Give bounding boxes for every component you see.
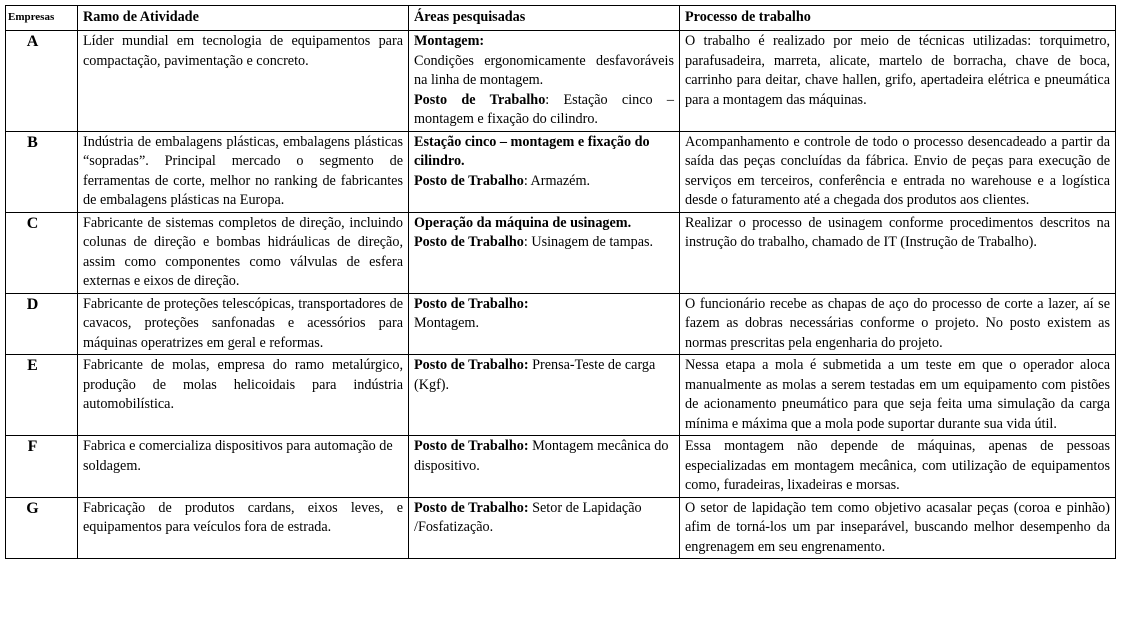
processo-cell: Realizar o processo de usinagem conforme procedimentos descritos na instrução do trabalho, chamado de IT (Instrução de Trabalho).	[680, 212, 1116, 293]
posto-text: Prensa-Teste de carga (Kgf).	[414, 357, 656, 393]
area-bold: Operação da máquina de usinagem.	[414, 214, 632, 231]
posto-text: Montagem mecânica do dispositivo.	[414, 438, 669, 474]
posto-label: Posto de Trabalho	[414, 234, 524, 250]
header-processo: Processo de trabalho	[680, 6, 1116, 31]
processo-cell: Acompanhamento e controle de todo o processo desencadeado a partir da saída das peças concluídas da fábrica. Envio de peças para execução de serviços em terceiros, conferência e entrada no warehouse e a logística desde o faturamento até a chegada dos produtos aos clientes.	[680, 131, 1116, 212]
processo-cell: O funcionário recebe as chapas de aço do processo de corte a lazer, aí se fazem as dobras necessárias conforme o projeto. No posto existem as normas prescritas pela engenharia do projeto.	[680, 293, 1116, 355]
posto-label: Posto de Trabalho:	[414, 295, 529, 312]
table-row	[6, 31, 1116, 132]
company-letter: E	[6, 355, 78, 436]
processo-cell: Nessa etapa a mola é submetida a um teste em que o operador aloca manualmente as molas a serem testadas em um equipamento com pistões de acionamento pneumático para que seja feita uma simulação da carga mínima e máxima que a mola pode suportar durante sua vida útil.	[680, 355, 1116, 436]
posto-label: Posto de Trabalho	[414, 91, 546, 108]
table-header-row	[6, 6, 1116, 31]
table-row	[6, 355, 1116, 436]
areas-cell	[409, 436, 680, 498]
posto-label: Posto de Trabalho	[414, 172, 524, 189]
posto-text: Setor de Lapidação /Fosfatização.	[414, 499, 642, 535]
header-areas: Áreas pesquisadas	[409, 6, 680, 31]
companies-table	[5, 5, 1116, 559]
posto-label: Posto de Trabalho:	[414, 438, 529, 454]
table-row	[6, 293, 1116, 355]
area-bold: Estação cinco – montagem e fixação do cilindro.	[414, 133, 650, 169]
company-letter: D	[6, 293, 78, 355]
posto-text: : Armazém.	[523, 172, 591, 189]
areas-cell	[409, 497, 680, 559]
table-row	[6, 436, 1116, 498]
processo-cell: O setor de lapidação tem como objetivo acasalar peças (coroa e pinhão) afim de torná-los um par inseparável, buscando melhor desempenho da engrenagem em seu engrenamento.	[680, 497, 1116, 559]
posto-text: Montagem.	[414, 315, 480, 331]
ramo-cell: Fabrica e comercializa dispositivos para automação de soldagem.	[78, 436, 409, 498]
company-letter: C	[6, 212, 78, 293]
areas-cell	[409, 31, 680, 132]
posto-label: Posto de Trabalho:	[414, 357, 529, 373]
areas-cell	[409, 212, 680, 293]
company-letter: G	[6, 497, 78, 559]
ramo-cell: Fabricante de molas, empresa do ramo metalúrgico, produção de molas helicoidais para indústria automobilística.	[78, 355, 409, 436]
header-ramo: Ramo de Atividade	[78, 6, 409, 31]
processo-cell: O trabalho é realizado por meio de técnicas utilizadas: torquimetro, parafusadeira, marreta, alicate, martelo de borracha, chave de boca, carrinho para deitar, chave hallen, grifo, apertadeira elétrica e pneumática para a montagem das máquinas.	[680, 31, 1116, 132]
ramo-cell: Indústria de embalagens plásticas, embalagens plásticas “sopradas”. Principal mercado o segmento de ferramentas de corte, melhor no ranking de fabricantes de embalagens plásticas na Europa.	[78, 131, 409, 212]
table-row	[6, 497, 1116, 559]
table-row	[6, 131, 1116, 212]
processo-cell: Essa montagem não depende de máquinas, apenas de pessoas especializadas em montagem mecânica, com utilização de equipamentos como, furadeiras, lixadeiras e morsas.	[680, 436, 1116, 498]
posto-text: : Estação cinco – montagem e fixação do cilindro.	[414, 91, 674, 127]
posto-text: : Usinagem de tampas.	[523, 234, 654, 250]
ramo-cell: Fabricante de proteções telescópicas, transportadores de cavacos, proteções sanfonadas e acessórios para máquinas operatrizes em geral e reformas.	[78, 293, 409, 355]
header-empresas: Empresas	[6, 6, 78, 31]
posto-label: Posto de Trabalho:	[414, 499, 529, 516]
ramo-cell: Fabricante de sistemas completos de direção, incluindo colunas de direção e bombas hidráulicas de direção, assim como componentes como válvulas de esfera externas e eixos de direção.	[78, 212, 409, 293]
table-row	[6, 212, 1116, 293]
ramo-cell: Fabricação de produtos cardans, eixos leves, e equipamentos para veículos fora de estrada.	[78, 497, 409, 559]
areas-cell	[409, 293, 680, 355]
company-letter: B	[6, 131, 78, 212]
company-letter: F	[6, 436, 78, 498]
company-letter: A	[6, 31, 78, 132]
areas-cell	[409, 355, 680, 436]
area-text: Condições ergonomicamente desfavoráveis na linha de montagem.	[414, 52, 674, 88]
area-bold: Montagem:	[414, 33, 485, 49]
areas-cell	[409, 131, 680, 212]
ramo-cell: Líder mundial em tecnologia de equipamentos para compactação, pavimentação e concreto.	[78, 31, 409, 132]
